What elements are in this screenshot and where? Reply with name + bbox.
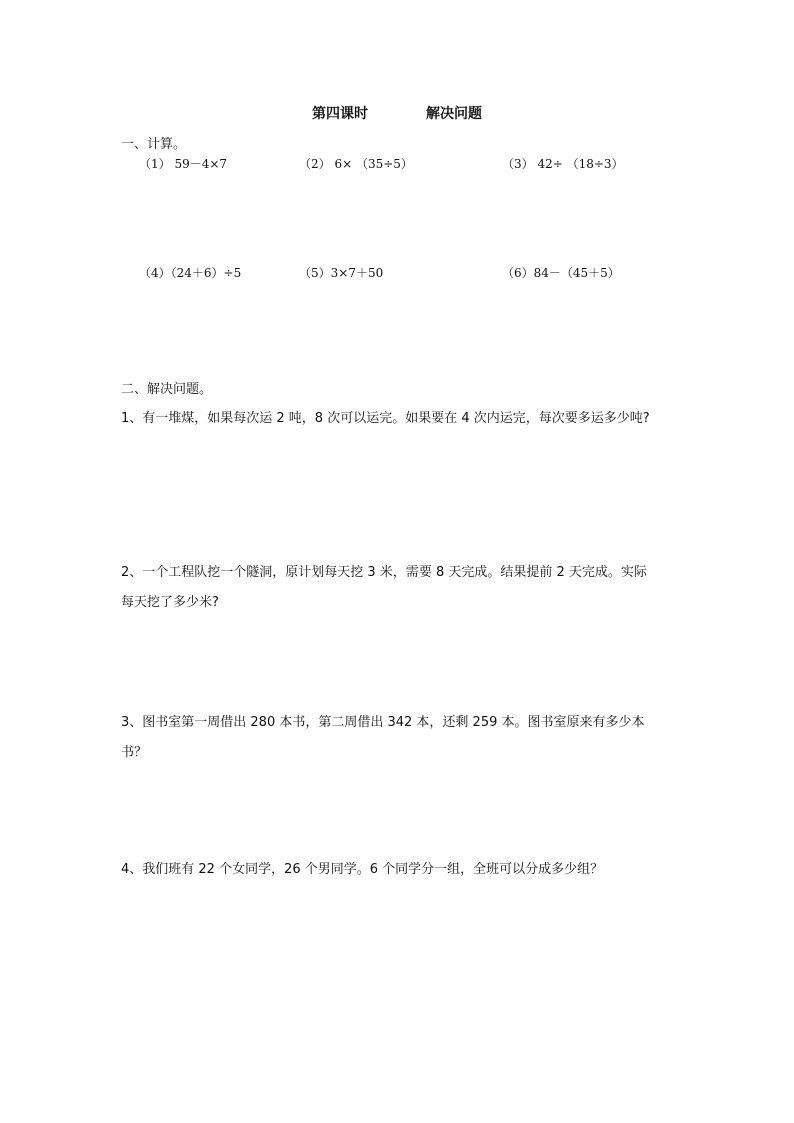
problem-4 [121,855,603,885]
calc-item-5: （5）3×7＋50 [299,266,384,280]
problem-3-line-2: 书？ [121,745,148,760]
problem-1 [121,404,650,434]
lesson-number: 第四课时 [312,106,368,122]
lesson-topic: 解决问题 [426,106,482,122]
calc-item-1: （1） 59－4×7 [139,157,228,171]
section-2-heading: 二、解决问题。 [121,382,213,397]
problem-3 [121,708,645,768]
problem-3-line-1: 3、图书室第一周借出 280 本书，第二周借出 342 本，还剩 259 本。图书室原来有多少本 [121,715,645,730]
section-1-heading: 一、计算。 [121,137,187,152]
page-title [0,103,794,123]
problem-2-line-2: 每天挖了多少米? [121,595,219,610]
problem-4-line-1: 4、我们班有 22 个女同学，26 个男同学。6 个同学分一组，全班可以分成多少组？ [121,862,604,877]
calc-item-4: （4）（24＋6）÷5 [139,266,242,280]
problem-1-line-1: 1、有一堆煤，如果每次运 2 吨，8 次可以运完。如果要在 4 次内运完，每次要多运多少吨? [121,411,650,426]
calc-item-6: （6）84－（45＋5） [502,266,620,280]
problem-2-line-1: 2、一个工程队挖一个隧洞，原计划每天挖 3 米，需要 8 天完成。结果提前 2 天完成。实际 [121,565,647,580]
calc-item-2: （2） 6× （35÷5） [299,157,413,171]
calc-item-3: （3） 42÷ （18÷3） [502,157,624,171]
problem-2 [121,558,647,618]
